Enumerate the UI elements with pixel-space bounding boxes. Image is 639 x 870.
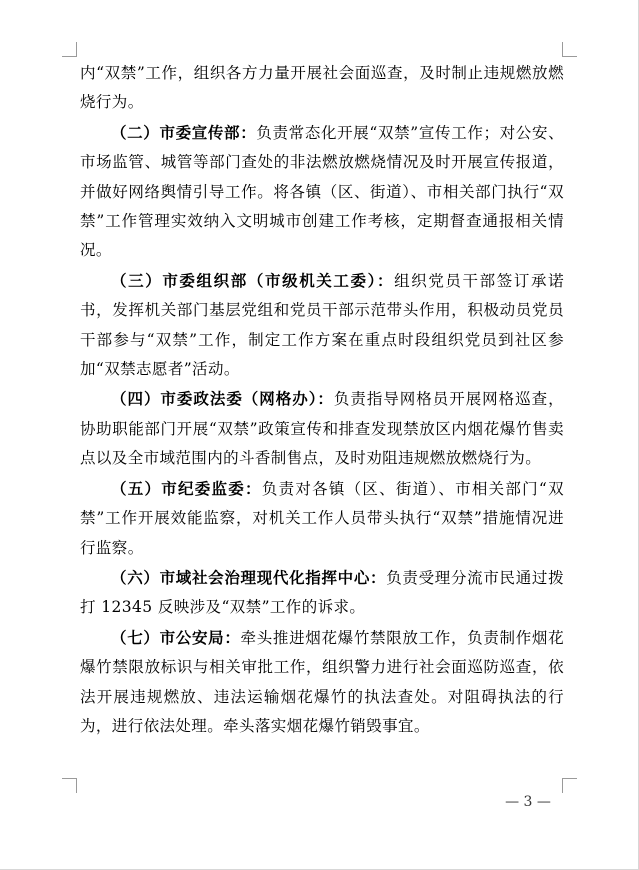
- paragraph-text: 负责受理分流市民通过拨打 12345 反映涉及“双禁”工作的诉求。: [80, 568, 564, 617]
- section-heading: （二）市委宣传部：: [111, 122, 257, 142]
- margin-corner-mark: [562, 42, 577, 57]
- page-number: — 3 —: [505, 794, 551, 810]
- paragraph: [80, 384, 564, 473]
- document-body: [80, 59, 564, 741]
- section-heading: （四）市委政法委（网格办）：: [111, 389, 334, 409]
- margin-corner-mark: [62, 42, 77, 57]
- margin-corner-mark: [62, 778, 77, 793]
- paragraph-text: 组织党员干部签订承诺书，发挥机关部门基层党组和党员干部示范带头作用，积极动员党员干部参与“双禁”工作，制定工作方案在重点时段组织党员到社区参加“双禁志愿者”活动。: [80, 271, 564, 379]
- paragraph-text: 负责常态化开展“双禁”宣传工作；对公安、市场监管、城管等部门查处的非法燃放燃烧情况及时开展宣传报道，并做好网络舆情引导工作。将各镇（区、街道）、市相关部门执行“双禁”工作管理实效纳入文明城市创建工作考核，定期督查通报相关情况。: [80, 123, 564, 260]
- paragraph: [80, 474, 564, 563]
- paragraph-text: 牵头推进烟花爆竹禁限放工作，负责制作烟花爆竹禁限放标识与相关审批工作，组织警力进行社会面巡防巡查，依法开展违规燃放、违法运输烟花爆竹的执法查处。对阻碍执法的行为，进行依法处理。牵头落实烟花爆竹销毁事宜。: [80, 628, 564, 735]
- margin-corner-mark: [562, 778, 577, 793]
- paragraph: [80, 563, 564, 623]
- paragraph-text: 内“双禁”工作，组织各方力量开展社会面巡查，及时制止违规燃放燃烧行为。: [80, 64, 564, 112]
- section-heading: （五）市纪委监委：: [111, 478, 262, 498]
- paragraph: [80, 59, 564, 118]
- paragraph-text: 负责指导网格员开展网格巡查，协助职能部门开展“双禁”政策宣传和排查发现禁放区内烟花爆竹售卖点以及全市域范围内的斗香制售点，及时劝阻违规燃放燃烧行为。: [80, 390, 564, 468]
- section-heading: （三）市委组织部（市级机关工委）：: [111, 270, 395, 290]
- paragraph: [80, 118, 564, 266]
- paragraph-text: 负责对各镇（区、街道）、市相关部门“双禁”工作开展效能监察，对机关工作人员带头执行“双禁”措施情况进行监察。: [80, 479, 564, 557]
- paragraph: [80, 266, 564, 385]
- section-heading: （六）市域社会治理现代化指挥中心：: [111, 567, 387, 587]
- section-heading: （七）市公安局：: [111, 627, 241, 647]
- paragraph: [80, 623, 564, 742]
